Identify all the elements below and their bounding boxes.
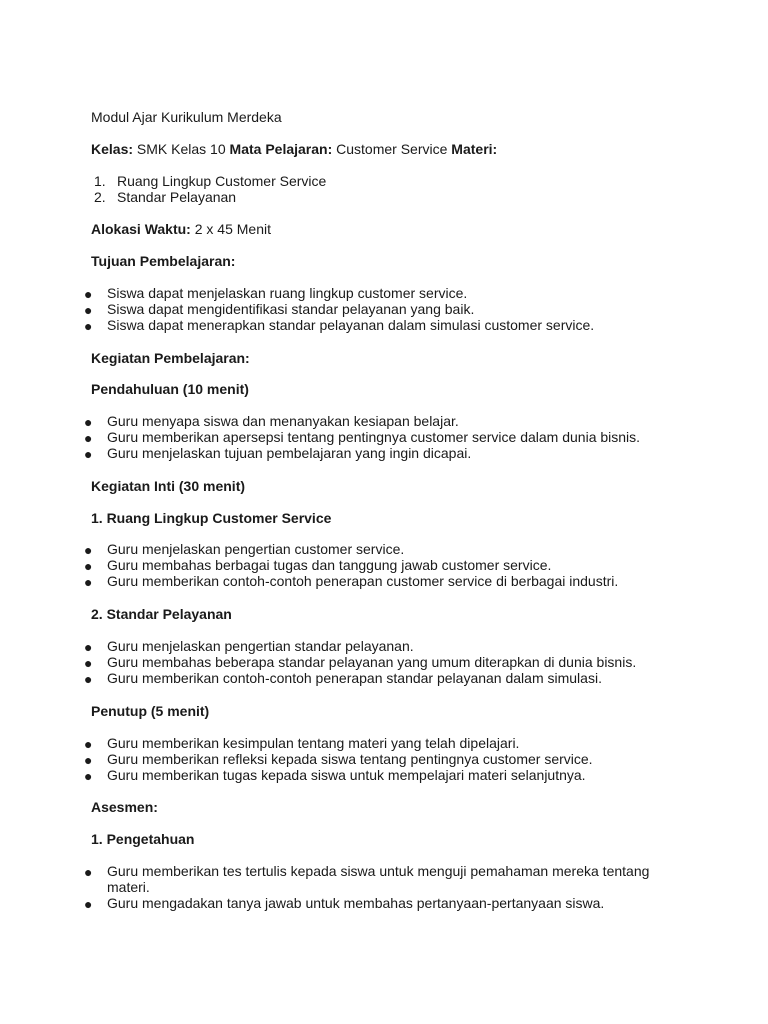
penutup-heading: Penutup (5 menit) xyxy=(91,703,210,719)
list-item: Siswa dapat menerapkan standar pelayanan dalam simulasi customer service. xyxy=(107,317,595,333)
list-item: Siswa dapat menjelaskan ruang lingkup customer service. xyxy=(107,285,468,301)
pengetahuan-heading: 1. Pengetahuan xyxy=(91,831,195,847)
bullet-icon: ● xyxy=(84,318,93,334)
list-item: Guru membahas berbagai tugas dan tanggung jawab customer service. xyxy=(107,557,552,573)
ruang-lingkup-heading: 1. Ruang Lingkup Customer Service xyxy=(91,510,332,526)
bullet-icon: ● xyxy=(84,558,93,574)
alokasi-label: Alokasi Waktu: xyxy=(91,221,191,237)
bullet-icon: ● xyxy=(84,736,93,752)
bullet-icon: ● xyxy=(84,286,93,302)
materi-label: Materi: xyxy=(451,141,498,157)
info-line xyxy=(91,141,497,157)
list-item: Guru menyapa siswa dan menanyakan kesiapan belajar. xyxy=(107,413,459,429)
list-item: Guru membahas beberapa standar pelayanan yang umum diterapkan di dunia bisnis. xyxy=(107,654,637,670)
standar-heading: 2. Standar Pelayanan xyxy=(91,606,232,622)
bullet-icon: ● xyxy=(84,302,93,318)
list-item: Guru menjelaskan pengertian standar pelayanan. xyxy=(107,638,414,654)
pendahuluan-heading: Pendahuluan (10 menit) xyxy=(91,381,249,397)
bullet-icon: ● xyxy=(84,639,93,655)
asesmen-heading: Asesmen: xyxy=(91,799,158,815)
list-item: Guru memberikan refleksi kepada siswa tentang pentingnya customer service. xyxy=(107,751,593,767)
list-item-continuation: materi. xyxy=(107,879,150,895)
bullet-icon: ● xyxy=(84,446,93,462)
bullet-icon: ● xyxy=(84,864,93,880)
mapel-value: Customer Service xyxy=(332,141,452,157)
bullet-icon: ● xyxy=(84,671,93,687)
bullet-icon: ● xyxy=(84,752,93,768)
list-item: Siswa dapat mengidentifikasi standar pelayanan yang baik. xyxy=(107,301,475,317)
list-item: Guru menjelaskan tujuan pembelajaran yang ingin dicapai. xyxy=(107,445,472,461)
inti-heading: Kegiatan Inti (30 menit) xyxy=(91,478,246,494)
bullet-icon: ● xyxy=(84,542,93,558)
document-title: Modul Ajar Kurikulum Merdeka xyxy=(91,109,282,125)
bullet-icon: ● xyxy=(84,655,93,671)
list-item: Guru memberikan kesimpulan tentang materi yang telah dipelajari. xyxy=(107,735,520,751)
list-item: Guru memberikan contoh-contoh penerapan standar pelayanan dalam simulasi. xyxy=(107,670,602,686)
materi-number-2: 2. xyxy=(94,189,106,205)
kelas-value: SMK Kelas 10 xyxy=(133,141,230,157)
materi-item: Standar Pelayanan xyxy=(117,189,237,205)
mapel-label: Mata Pelajaran: xyxy=(229,141,333,157)
materi-item: Ruang Lingkup Customer Service xyxy=(117,173,327,189)
list-item: Guru memberikan tes tertulis kepada siswa untuk menguji pemahaman mereka tentang xyxy=(107,863,650,879)
alokasi-value: 2 x 45 Menit xyxy=(190,221,271,237)
bullet-icon: ● xyxy=(84,768,93,784)
alokasi-line xyxy=(91,221,271,237)
materi-number-1: 1. xyxy=(94,173,106,189)
list-item: Guru memberikan apersepsi tentang pentingnya customer service dalam dunia bisnis. xyxy=(107,429,641,445)
list-item: Guru mengadakan tanya jawab untuk membahas pertanyaan-pertanyaan siswa. xyxy=(107,895,605,911)
bullet-icon: ● xyxy=(84,414,93,430)
list-item: Guru memberikan tugas kepada siswa untuk mempelajari materi selanjutnya. xyxy=(107,767,586,783)
bullet-icon: ● xyxy=(84,574,93,590)
bullet-icon: ● xyxy=(84,896,93,912)
bullet-icon: ● xyxy=(84,430,93,446)
list-item: Guru menjelaskan pengertian customer service. xyxy=(107,541,405,557)
kelas-label: Kelas: xyxy=(91,141,134,157)
tujuan-heading: Tujuan Pembelajaran: xyxy=(91,253,236,269)
kegiatan-heading: Kegiatan Pembelajaran: xyxy=(91,350,250,366)
list-item: Guru memberikan contoh-contoh penerapan customer service di berbagai industri. xyxy=(107,573,619,589)
